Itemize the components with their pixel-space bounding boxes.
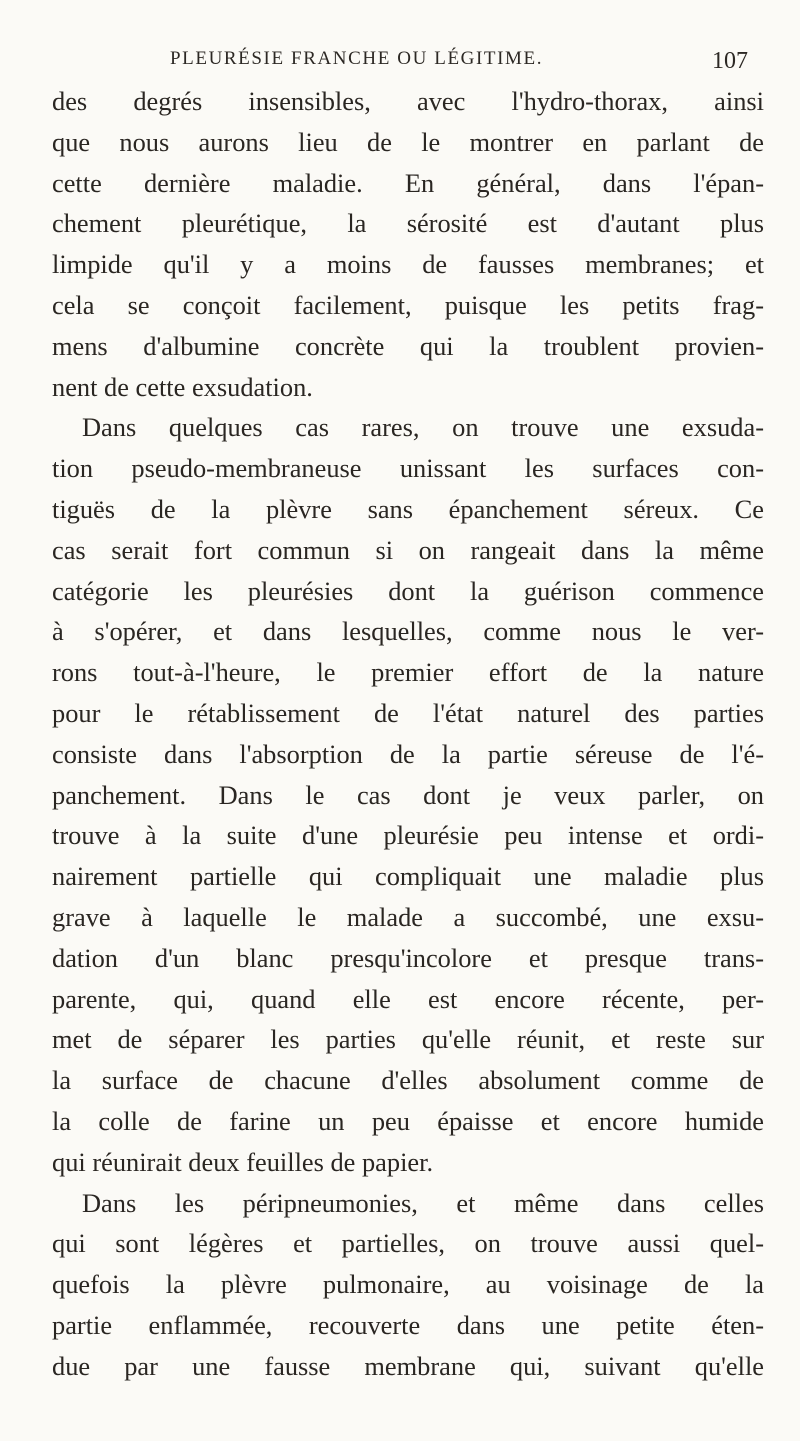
- text-line: la colle de farine un peu épaisse et encore humide: [52, 1105, 764, 1136]
- body-text: [52, 81, 764, 1387]
- text-line: qui sont légères et partielles, on trouve aussi quel-: [52, 1228, 764, 1259]
- text-line: consiste dans l'absorption de la partie séreuse de l'é-: [52, 738, 764, 769]
- text-line: trouve à la suite d'une pleurésie peu intense et ordi-: [52, 820, 764, 851]
- text-line: parente, qui, quand elle est encore récente, per-: [52, 983, 764, 1014]
- text-line: nent de cette exsudation.: [52, 371, 313, 402]
- text-line: pour le rétablissement de l'état naturel des parties: [52, 697, 764, 728]
- running-title: PLEURÉSIE FRANCHE OU LÉGITIME.: [170, 48, 544, 69]
- text-line: des degrés insensibles, avec l'hydro-thorax, ainsi: [52, 86, 764, 116]
- text-line: à s'opérer, et dans lesquelles, comme nous le ver-: [52, 616, 764, 647]
- text-line: met de séparer les parties qu'elle réunit, et reste sur: [52, 1024, 764, 1055]
- text-line: tion pseudo-membraneuse unissant les surfaces con-: [52, 453, 764, 484]
- paragraph: [52, 81, 764, 407]
- text-line: due par une fausse membrane qui, suivant qu'elle: [52, 1350, 764, 1381]
- text-line: la surface de chacune d'elles absolument comme de: [52, 1065, 764, 1096]
- paragraph: [52, 407, 764, 1182]
- text-line: nairement partielle qui compliquait une maladie plus: [52, 861, 764, 892]
- text-line: partie enflammée, recouverte dans une petite éten-: [52, 1309, 764, 1340]
- text-line: chement pleurétique, la sérosité est d'autant plus: [52, 208, 764, 239]
- text-line: cette dernière maladie. En général, dans l'épan-: [52, 167, 764, 198]
- page-number: 107: [712, 48, 748, 74]
- text-line: grave à laquelle le malade a succombé, une exsu-: [52, 901, 764, 932]
- text-line: quefois la plèvre pulmonaire, au voisinage de la: [52, 1269, 764, 1300]
- text-line: cas serait fort commun si on rangeait dans la même: [52, 534, 764, 565]
- text-line: limpide qu'il y a moins de fausses membranes; et: [52, 249, 764, 280]
- text-line: tiguës de la plèvre sans épanchement séreux. Ce: [52, 493, 764, 524]
- text-line: panchement. Dans le cas dont je veux parler, on: [52, 779, 764, 810]
- paragraph: [52, 1183, 764, 1387]
- text-line: qui réunirait deux feuilles de papier.: [52, 1146, 434, 1177]
- text-line: Dans quelques cas rares, on trouve une exsuda-: [82, 412, 764, 443]
- text-line: que nous aurons lieu de le montrer en parlant de: [52, 126, 764, 157]
- text-line: rons tout-à-l'heure, le premier effort de la nature: [52, 657, 764, 688]
- text-line: dation d'un blanc presqu'incolore et presque trans-: [52, 942, 764, 973]
- text-line: catégorie les pleurésies dont la guérison commence: [52, 575, 764, 606]
- text-line: cela se conçoit facilement, puisque les petits frag-: [52, 289, 764, 320]
- running-head: [52, 48, 748, 82]
- text-line: Dans les péripneumonies, et même dans celles: [82, 1187, 764, 1218]
- text-line: mens d'albumine concrète qui la troublent provien-: [52, 330, 764, 361]
